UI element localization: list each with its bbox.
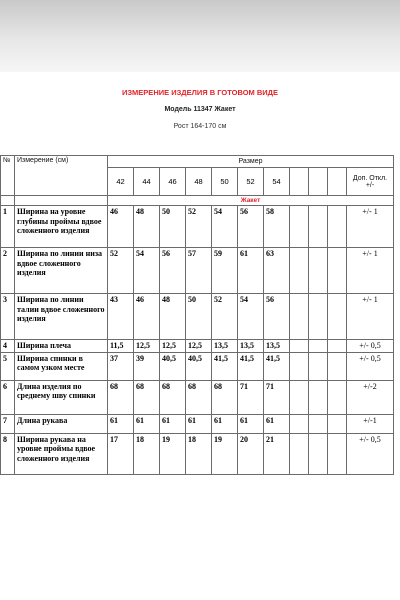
table-row (1, 294, 394, 340)
size-header-cell: 46 (160, 168, 186, 196)
section-label: Жакет (108, 196, 394, 206)
size-header-cell: 48 (186, 168, 212, 196)
empty-cell (328, 206, 347, 248)
header-size: Размер (108, 156, 394, 168)
empty-cell (309, 206, 328, 248)
value-cell: 21 (264, 433, 290, 474)
empty-cell (309, 414, 328, 433)
value-cell: 56 (160, 248, 186, 294)
value-cell: 13,5 (238, 340, 264, 353)
value-cell: 68 (212, 380, 238, 414)
table-row (1, 248, 394, 294)
table-row (1, 206, 394, 248)
value-cell: 71 (264, 380, 290, 414)
height-range: Рост 164-170 см (173, 123, 227, 130)
value-cell: 68 (186, 380, 212, 414)
tolerance-cell: +/- 1 (347, 206, 394, 248)
value-cell: 46 (108, 206, 134, 248)
empty-cell (328, 414, 347, 433)
value-cell: 20 (238, 433, 264, 474)
empty-size-cell (290, 168, 309, 196)
value-cell: 52 (212, 294, 238, 340)
value-cell: 68 (134, 380, 160, 414)
value-cell: 61 (238, 414, 264, 433)
top-band (0, 0, 400, 72)
value-cell: 12,5 (134, 340, 160, 353)
measurement-label: Ширина по линии низа вдвое сложенного изделия (15, 248, 108, 294)
measurement-label: Ширина по линии талии вдвое сложенного изделия (15, 294, 108, 340)
row-number: 6 (1, 380, 15, 414)
empty-cell (309, 433, 328, 474)
value-cell: 41,5 (238, 352, 264, 380)
value-cell: 54 (134, 248, 160, 294)
measurement-label: Ширина плеча (15, 340, 108, 353)
section-blank (1, 196, 15, 206)
empty-cell (290, 248, 309, 294)
section-blank (15, 196, 108, 206)
empty-size-cell (328, 168, 347, 196)
tolerance-cell: +/- 1 (347, 294, 394, 340)
empty-cell (290, 294, 309, 340)
value-cell: 48 (134, 206, 160, 248)
empty-cell (309, 352, 328, 380)
value-cell: 18 (186, 433, 212, 474)
value-cell: 12,5 (186, 340, 212, 353)
empty-cell (328, 294, 347, 340)
value-cell: 37 (108, 352, 134, 380)
value-cell: 61 (108, 414, 134, 433)
table-row (1, 414, 394, 433)
value-cell: 71 (238, 380, 264, 414)
value-cell: 43 (108, 294, 134, 340)
empty-cell (290, 414, 309, 433)
empty-cell (309, 248, 328, 294)
value-cell: 48 (160, 294, 186, 340)
tolerance-cell: +/- 0,5 (347, 433, 394, 474)
tolerance-cell: +/-1 (347, 414, 394, 433)
row-number: 5 (1, 352, 15, 380)
empty-cell (328, 352, 347, 380)
value-cell: 61 (186, 414, 212, 433)
value-cell: 50 (160, 206, 186, 248)
value-cell: 56 (238, 206, 264, 248)
value-cell: 19 (160, 433, 186, 474)
empty-cell (328, 433, 347, 474)
empty-cell (328, 340, 347, 353)
value-cell: 39 (134, 352, 160, 380)
value-cell: 59 (212, 248, 238, 294)
size-header-cell: 52 (238, 168, 264, 196)
row-number: 4 (1, 340, 15, 353)
empty-cell (290, 340, 309, 353)
empty-cell (309, 340, 328, 353)
model-name: Модель 11347 Жакет (164, 106, 236, 113)
empty-cell (290, 206, 309, 248)
document-heading: ИЗМЕРЕНИЕ ИЗДЕЛИЯ В ГОТОВОМ ВИДЕ (121, 88, 279, 97)
size-header-cell: 44 (134, 168, 160, 196)
measurement-table (0, 155, 394, 475)
row-number: 3 (1, 294, 15, 340)
row-number: 1 (1, 206, 15, 248)
empty-cell (290, 352, 309, 380)
value-cell: 68 (108, 380, 134, 414)
value-cell: 61 (134, 414, 160, 433)
size-header-cell: 50 (212, 168, 238, 196)
value-cell: 61 (160, 414, 186, 433)
empty-cell (309, 294, 328, 340)
table-row (1, 380, 394, 414)
value-cell: 13,5 (212, 340, 238, 353)
row-number: 8 (1, 433, 15, 474)
value-cell: 40,5 (186, 352, 212, 380)
value-cell: 13,5 (264, 340, 290, 353)
value-cell: 17 (108, 433, 134, 474)
row-number: 2 (1, 248, 15, 294)
value-cell: 19 (212, 433, 238, 474)
measurement-label: Длина рукава (15, 414, 108, 433)
empty-cell (328, 248, 347, 294)
value-cell: 41,5 (212, 352, 238, 380)
value-cell: 57 (186, 248, 212, 294)
value-cell: 54 (212, 206, 238, 248)
header-number: № (1, 156, 15, 196)
value-cell: 61 (212, 414, 238, 433)
empty-cell (290, 380, 309, 414)
value-cell: 52 (108, 248, 134, 294)
tolerance-cell: +/-2 (347, 380, 394, 414)
value-cell: 41,5 (264, 352, 290, 380)
value-cell: 63 (264, 248, 290, 294)
value-cell: 61 (238, 248, 264, 294)
value-cell: 68 (160, 380, 186, 414)
value-cell: 54 (238, 294, 264, 340)
value-cell: 56 (264, 294, 290, 340)
size-header-cell: 54 (264, 168, 290, 196)
table-row (1, 352, 394, 380)
empty-cell (328, 380, 347, 414)
measurement-label: Ширина рукава на уровне проймы вдвое сложенного изделия (15, 433, 108, 474)
tolerance-cell: +/- 1 (347, 248, 394, 294)
empty-size-cell (309, 168, 328, 196)
header-measurement: Измерение (см) (15, 156, 108, 196)
value-cell: 40,5 (160, 352, 186, 380)
value-cell: 58 (264, 206, 290, 248)
measurement-label: Длина изделия по среднему шву спинки (15, 380, 108, 414)
size-header-cell: 42 (108, 168, 134, 196)
table-row (1, 433, 394, 474)
value-cell: 46 (134, 294, 160, 340)
table-row (1, 340, 394, 353)
tolerance-cell: +/- 0,5 (347, 340, 394, 353)
value-cell: 61 (264, 414, 290, 433)
row-number: 7 (1, 414, 15, 433)
empty-cell (290, 433, 309, 474)
empty-cell (309, 380, 328, 414)
measurement-label: Ширина спинки в самом узком месте (15, 352, 108, 380)
document-page (0, 72, 400, 600)
measurement-label: Ширина на уровне глубины проймы вдвое сложенного изделия (15, 206, 108, 248)
value-cell: 50 (186, 294, 212, 340)
tolerance-cell: +/- 0,5 (347, 352, 394, 380)
header-tolerance: Доп. Откл. +/- (347, 168, 394, 196)
value-cell: 12,5 (160, 340, 186, 353)
value-cell: 11,5 (108, 340, 134, 353)
value-cell: 18 (134, 433, 160, 474)
value-cell: 52 (186, 206, 212, 248)
